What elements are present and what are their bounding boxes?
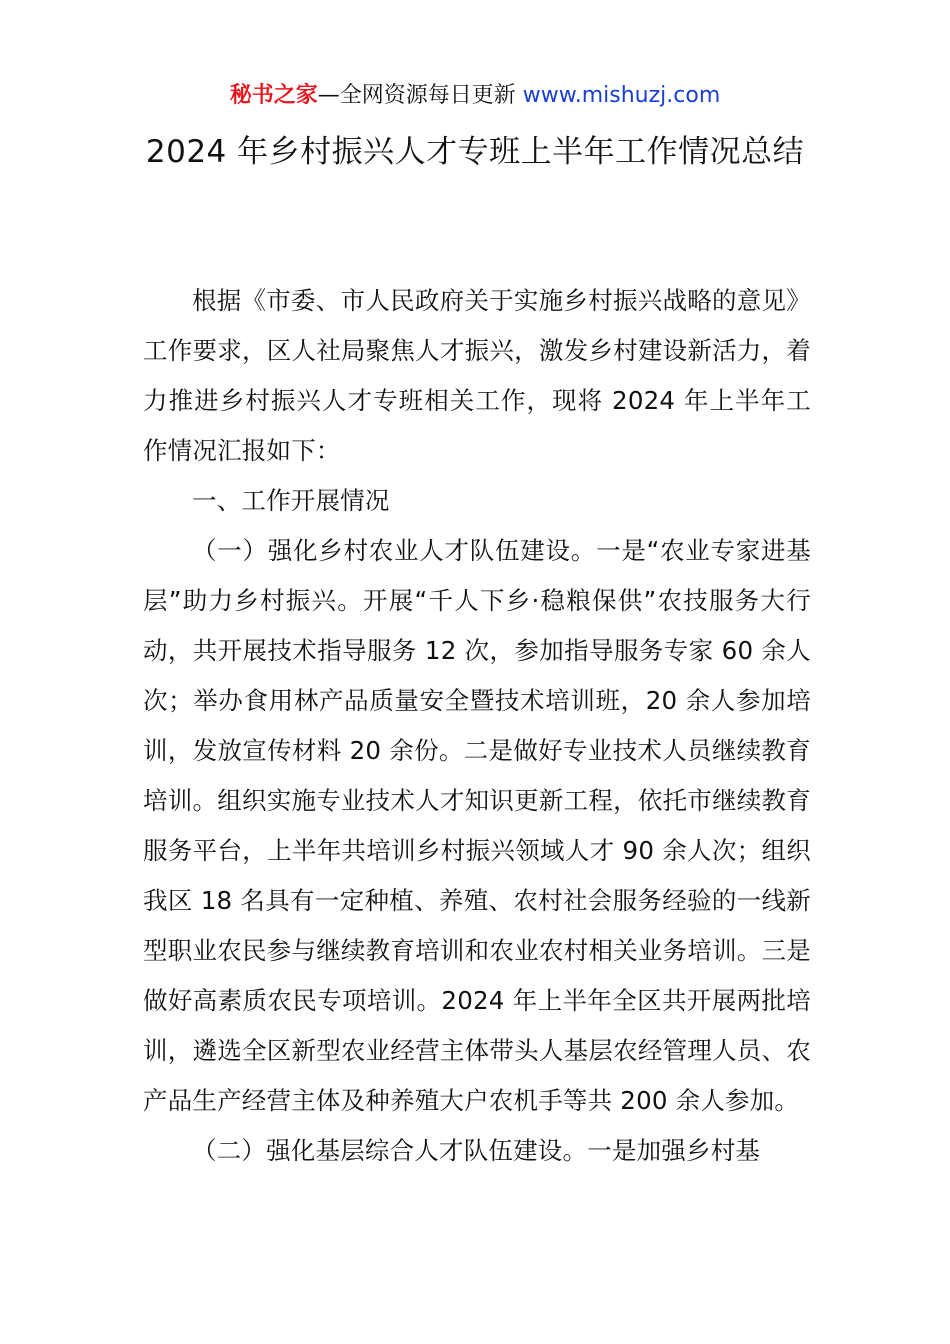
section-heading: 一、工作开展情况 xyxy=(192,486,390,515)
body-paragraph: （一）强化乡村农业人才队伍建设。一是“农业专家进基层”助力乡村振兴。开展“千人下乡·稳粮保供”农技服务大行动，共开展技术指导服务 12 次，参加指导服务专家 60 余人次；举办食用林产品质量安全暨技术培训班，20 余人参加培训，发放宣传材料 20 余份。二是做好专业技术人员继续教育培训。组织实施专业技术人才知识更新工程，依托市继续教育服务平台，上半年共培训乡村振兴领域人才 90 余人次；组织我区 18 名具有一定种植、养殖、农村社会服务经验的一线新型职业农民参与继续教育培训和农业农村相关业务培训。三是做好高素质农民专项培训。2024 年上半年全区共开展两批培训，遴选全区新型农业经营主体带头人基层农经管理人员、农产品生产经营主体及种养殖大户农机手等共 200 余人参加。 xyxy=(143,536,811,1115)
body-paragraph: （二）强化基层综合人才队伍建设。一是加强乡村基 xyxy=(192,1136,761,1165)
document-title: 2024 年乡村振兴人才专班上半年工作情况总结 xyxy=(145,134,805,170)
site-header xyxy=(0,80,950,112)
site-url[interactable]: www.mishuzj.com xyxy=(522,83,721,108)
site-tagline: —全网资源每日更新 xyxy=(317,83,523,108)
site-brand: 秘书之家 xyxy=(229,83,318,108)
document-body xyxy=(143,276,811,1176)
intro-paragraph: 根据《市委、市人民政府关于实施乡村振兴战略的意见》工作要求，区人社局聚焦人才振兴，激发乡村建设新活力，着力推进乡村振兴人才专班相关工作，现将 2024 年上半年工作情况汇报如下： xyxy=(143,286,811,465)
